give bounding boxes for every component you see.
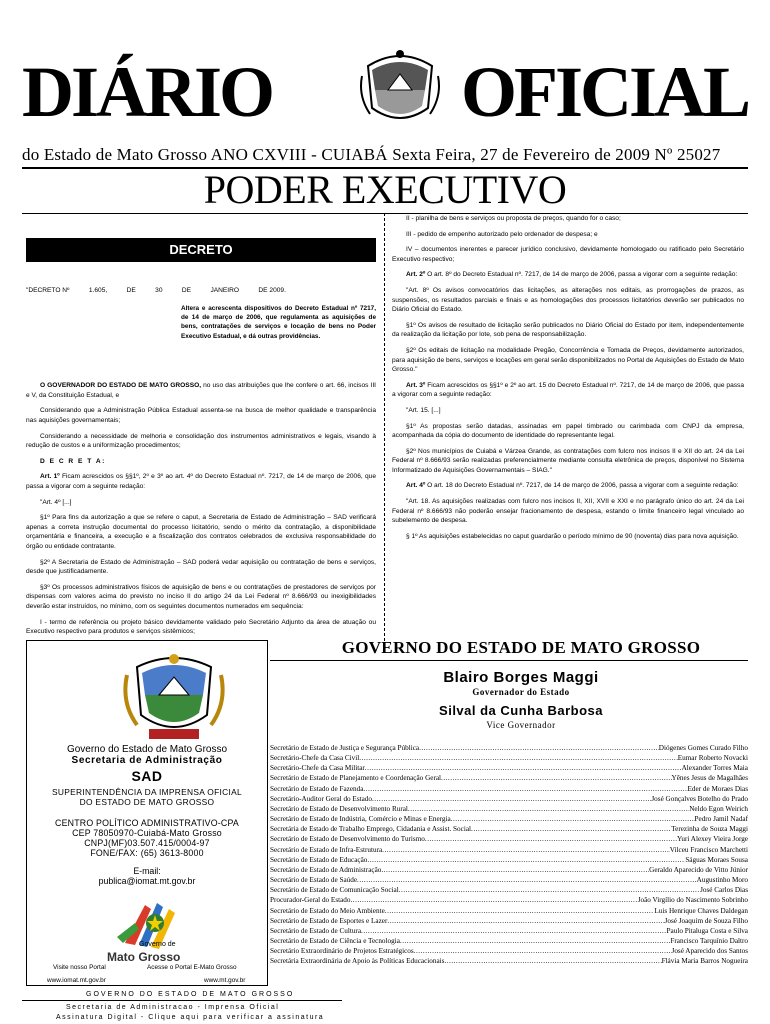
text: O art. 8º do Decreto Estadual nº. 7217, de 14 de março de 2006, passa a vigorar com a seguinte redação: [425, 271, 738, 279]
logo-text-big: Mato Grosso [107, 950, 181, 964]
publisher-line: Secretaria de Administração [71, 755, 223, 766]
secretary-role: Secretário de Estado de Esportes e Lazer [270, 916, 388, 925]
address-line: CENTRO POLÍTICO ADMINISTRATIVO-CPA [55, 818, 239, 828]
secretary-role: Secretário-Auditor Geral do Estado [270, 794, 372, 803]
footer-line: Secretaria de Administracao - Imprensa Oficial [66, 1004, 280, 1011]
secretary-role: Secretário de Estado de Comunicação Social [270, 886, 399, 895]
publisher-info-box [26, 640, 268, 986]
leader-dots [363, 784, 687, 794]
secretary-name: Eumar Roberto Novacki [677, 754, 748, 763]
decreto-number-line [26, 286, 376, 296]
paragraph: "Art. 8º Os avisos convocatórios das licitações, as alterações nos editais, as prorrogações de prazos, as suspensões, os resultados parciais e finais e as homologações dos processos licitatórios deverão ser publicados no Diário Oficial do Estado. [392, 286, 744, 314]
email-label: E-mail: [133, 866, 161, 876]
secretary-row [270, 895, 748, 905]
text: no uso das atribuições que lhe confere o art. 66, incisos III e V, da Constituição Estadual, e [26, 382, 376, 399]
paragraph: §2º Nos municípios de Cuiabá e Várzea Grande, as contratações com fulcro nos incisos II e XII do art. 24 da Lei Federal nº 8.666/93 serão realizadas preferencialmente mediante consulta eletrônica de preços, disponível no Sistema Informatizado de Aquisições Governamentais – SIAG." [392, 447, 744, 474]
masthead-subline: do Estado de Mato Grosso ANO CXVIII - CUIABÁ Sexta Feira, 27 de Fevereiro de 2009 Nº 25027 [22, 145, 721, 164]
paragraph [392, 270, 744, 280]
paragraph [26, 381, 376, 400]
secretary-role: Secretário de Estado do Meio Ambiente [270, 906, 385, 915]
decreto-line-part: DE [181, 287, 192, 294]
paragraph: Considerando a necessidade de melhoria e consolidação dos instrumentos administrativos e legais, visando à redução de custos e a uniformização procedimentos; [26, 432, 376, 450]
secretary-role: Secretário de Estado de Fazenda [270, 784, 364, 793]
paragraph: I - termo de referência ou projeto básico devidamente validado pelo Secretário Adjunto da área de atuação ou Executivo respectivo para produtos e serviços sistêmicos; [26, 618, 376, 636]
publisher-line: Governo do Estado de Mato Grosso [66, 744, 228, 755]
secretary-role: Secretário de Estado de Educação [270, 855, 368, 864]
leader-dots [372, 794, 651, 804]
leader-dots [359, 753, 678, 763]
paragraph: §1º As propostas serão datadas, assinadas em papel timbrado ou carimbada com CNPJ da empresa, acompanhada da cópia do documento de identidade do representante legal. [392, 422, 744, 440]
secretary-row [270, 824, 748, 834]
paragraph [392, 481, 744, 491]
secretary-row [270, 855, 748, 865]
secretary-role: Secretário de Estado de Infra-Estrutura [270, 845, 383, 854]
phone-line: FONE/FAX: (65) 3613-8000 [90, 848, 204, 858]
secretary-role: Secretário de Estado de Justiça e Segurança Pública [270, 744, 420, 752]
secretary-row [270, 814, 748, 824]
paragraph [392, 381, 744, 400]
leader-dots [351, 895, 638, 905]
secretary-row [270, 834, 748, 844]
paragraph: §2º A Secretaria de Estado de Administração – SAD poderá vedar aquisição ou contratação de bens e serviços, desde que justificadamente. [26, 558, 376, 576]
secretary-role: Secretária Extraordinária de Apoio às Políticas Educacionais [270, 957, 445, 966]
governor-role: Governador do Estado [472, 687, 570, 697]
secretary-name: Luis Henrique Chaves Daldegan [654, 906, 748, 915]
leader-dots [414, 946, 672, 956]
vice-governor-name: Silval da Cunha Barbosa [439, 703, 603, 718]
leader-dots [471, 824, 671, 834]
divider [270, 660, 748, 661]
secretary-role: Secretário de Estado de Desenvolvimento do Turismo [270, 835, 425, 844]
secretary-name: José Joaquim de Souza Filho [664, 916, 748, 925]
secretary-name: Flávia Maria Barros Nogueira [661, 957, 748, 966]
text: Ficam acrescidos os §§1º, 2º e 3º ao art. 4º do Decreto Estadual nº. 7217, de 14 de março de 2006, que passa a vigorar com a seguinte redação: [26, 473, 376, 490]
paragraph: § 1º As aquisições estabelecidas no caput guardarão o período mínimo de 90 (noventa) dias para nova aquisição. [406, 532, 739, 540]
secretary-row [270, 946, 748, 956]
secretary-row [270, 743, 748, 753]
secretary-row [270, 845, 748, 855]
leader-dots [357, 875, 697, 885]
secretary-role: Secretário de Estado de Desenvolvimento Rural [270, 804, 408, 813]
paragraph: "Art. 4º [...] [40, 498, 72, 506]
leader-dots [444, 956, 661, 966]
secretary-name: José Carlos Dias [700, 886, 748, 895]
paragraph: III - pedido de empenho autorizado pelo ordenador de despesa; e [406, 230, 598, 238]
publisher-line: DO ESTADO DE MATO GROSSO [79, 797, 215, 807]
secretary-row [270, 763, 748, 773]
secretary-name: Geraldo Aparecido de Vitto Júnior [649, 865, 748, 874]
secretary-row [270, 875, 748, 885]
secretary-role: Secretário de Estado de Ciência e Tecnologia [270, 936, 400, 945]
secretary-role: Secretário de Estado de Indústria, Comércio e Minas e Energia [270, 815, 451, 824]
secretary-name: Terezinha de Souza Maggi [671, 825, 748, 834]
column-divider [384, 213, 385, 641]
secretary-role: Secretário Extraordinário de Projetos Estratégicos [270, 947, 414, 956]
secretary-role: Secretário de Estado de Planejamento e Coordenação Geral [270, 774, 442, 783]
paragraph: IV – documentos inerentes e parecer jurídico conclusivo, devidamente homologado ou ratificado pelo Secretário Executivo respectivo; [392, 246, 744, 263]
paragraph: II - planilha de bens e serviços ou proposta de preços, quando for o caso; [406, 215, 621, 222]
leader-dots [425, 834, 677, 844]
leader-dots [361, 926, 667, 936]
secretary-role: Secretário-Chefe da Casa Militar [270, 764, 365, 773]
secretary-name: Vilceu Francisco Marchetti [669, 845, 748, 854]
paragraph: §2º Os editais de licitação na modalidade Pregão, Concorrência e Tomada de Preços, devidamente autorizados, para aquisição de bens, serviços e locações em geral serão disponibilizados no Portal de Aquisições do Estado de Mato Grosso." [392, 346, 744, 374]
secretary-name: Eder de Moraes Dias [687, 784, 748, 793]
article-label: Art. 3º [406, 381, 426, 389]
section-title: PODER EXECUTIVO [203, 167, 567, 212]
leader-dots [381, 865, 649, 875]
secretary-name: Yênes Jesus de Magalhães [671, 774, 748, 783]
decreto-line-part: 30 [155, 287, 163, 294]
address-line: CEP 78050970-Cuiabá-Mato Grosso [72, 828, 222, 838]
secretary-row [270, 916, 748, 926]
secretary-row [270, 753, 748, 763]
government-title: GOVERNO DO ESTADO DE MATO GROSSO [341, 638, 701, 657]
secretary-row [270, 956, 748, 966]
portal-link[interactable]: www.iomat.mt.gov.br [47, 977, 106, 984]
secretary-row [270, 784, 748, 794]
paragraph: §1º Para fins da autorização a que se refere o caput, a Secretaria de Estado de Administração – SAD verificará apenas a correta instrução documental do processo licitatório, sendo o mérito da contratação, a disponibilidade orçamentária e financeira, a execução e a fiscalização dos contratos celebrados de exclusiva responsabilidade do órgão ou entidade contratante. [26, 514, 376, 550]
leader-dots [365, 763, 682, 773]
secretary-name: Alexander Torres Maia [681, 764, 748, 773]
decreto-line-part: 1.605, [88, 287, 108, 294]
secretary-name: João Virgílio do Nascimento Sobrinho [637, 896, 748, 905]
article-label: Art. 1º [40, 473, 60, 481]
text: O art. 18 do Decreto Estadual nº. 7217, de 14 de março de 2006, passa a vigorar com a seguinte redação: [425, 482, 739, 490]
logo-text-small: Governo de [139, 941, 176, 948]
secretary-role: Secretário de Estado de Cultura [270, 926, 362, 935]
secretary-role: Secretária de Estado de Trabalho Emprego, Cidadania e Assist. Social [270, 825, 472, 834]
masthead-title-right: OFICIAL [460, 52, 748, 132]
digital-signature-link[interactable]: Assinatura Digital - Clique aqui para verificar a assinatura [56, 1014, 325, 1021]
secretary-row [270, 865, 748, 875]
divider [22, 1000, 342, 1001]
leader-dots [400, 936, 671, 946]
paragraph: "Art. 15. [...] [406, 406, 441, 414]
text: Ficam acrescidos os §§1º e 2º ao art. 15 do Decreto Estadual nº. 7217, de 14 de março de 2006, que passa a vigorar com a seguinte redação: [392, 381, 744, 399]
vice-governor-role: Vice Governador [486, 720, 556, 730]
decreto-line-part: DE 2009. [258, 287, 286, 294]
decreto-ementa: Altera e acrescenta dispositivos do Decreto Estadual nº 7217, de 14 de março de 2006, que regulamenta as aquisições de bens, contratações de serviços e locação de bens no Poder Executivo Estadual, e dá outras providências. [181, 304, 376, 340]
state-crest-icon [358, 46, 442, 130]
paragraph: Considerando que a Administração Pública Estadual assenta-se na busca de melhor qualidade e transparência nas aquisições governamentais; [26, 407, 376, 424]
masthead-title-left: DIÁRIO [22, 52, 273, 132]
secretary-role: Secretário de Estado de Administração [270, 865, 382, 874]
publisher-acronym: SAD [131, 768, 163, 784]
decreta-heading: D E C R E T A: [40, 457, 106, 465]
secretary-name: Neldo Egon Weirich [689, 804, 748, 813]
leader-dots [451, 814, 695, 824]
state-crest-icon [119, 651, 229, 743]
portal-link[interactable]: www.mt.gov.br [204, 977, 246, 984]
secretary-name: Ságuas Moraes Sousa [685, 855, 748, 864]
secretary-row [270, 906, 748, 916]
paragraph: §3º Os processos administrativos físicos de aquisição de bens e ou contratações de prestadores de serviços por dispensas com valores acima do previsto no inciso II do artigo 24 da Lei Federal nº 8.666/93 ou inexigibilidades deverão estar instruídos, no mínimo, com os seguintes documentos numerados em sequência: [26, 583, 376, 610]
footer-line: GOVERNO DO ESTADO DE MATO GROSSO [86, 991, 295, 998]
secretary-role: Secretário-Chefe da Casa Civil [270, 754, 360, 763]
paragraph: §1º Os avisos de resultado de licitação serão publicados no Diário Oficial do Estado por item, independentemente da realização da licitação por lote, sob pena de responsabilização. [392, 321, 744, 339]
portal-label: Acesse o Portal E-Mato Grosso [147, 964, 237, 971]
leader-dots [382, 845, 670, 855]
secretary-row [270, 794, 748, 804]
leader-dots [419, 743, 659, 753]
secretary-name: Augustinho Moro [696, 876, 748, 885]
leader-dots [408, 804, 689, 814]
left-column [26, 286, 376, 643]
leader-dots [385, 906, 655, 916]
secretaries-list [270, 743, 748, 966]
secretary-name: José Aparecido dos Santos [671, 947, 748, 956]
leader-dots [441, 773, 672, 783]
secretary-name: Yuri Alexey Vieira Jorge [677, 835, 748, 844]
secretary-role: Procurador-Geral do Estado [270, 896, 351, 905]
secretary-name: Paulo Pitaluga Costa e Silva [666, 926, 748, 935]
publisher-line: SUPERINTENDÊNCIA DA IMPRENSA OFICIAL [52, 787, 242, 797]
secretary-name: Pedro Jamil Nadaf [694, 815, 748, 824]
secretary-row [270, 804, 748, 814]
secretary-name: José Gonçalves Botelho do Prado [651, 794, 748, 803]
decreto-line-part: JANEIRO [210, 287, 240, 294]
decreto-line-part: DE [126, 287, 136, 294]
secretary-row [270, 885, 748, 895]
governor-name: Blairo Borges Maggi [443, 669, 599, 686]
leader-dots [399, 885, 700, 895]
secretary-name: Francisco Tarquínio Daltro [670, 936, 748, 945]
paragraph: "Art. 18. As aquisições realizadas com fulcro nos incisos II, XII, XVII e XXI e no parágrafo único do art. 24 da Lei Federal nº 8.666/93 não poderão ensejar fracionamento de despesa, estando o limite financeiro legal vinculado ao subelemento de despesa. [392, 498, 744, 525]
masthead [22, 52, 748, 142]
secretary-role: Secretário de Estado de Saúde [270, 876, 358, 885]
decreto-header: DECRETO [26, 238, 376, 262]
paragraph [26, 472, 376, 491]
bold-lead: O GOVERNADOR DO ESTADO DE MATO GROSSO, [40, 382, 202, 390]
right-column [392, 214, 744, 547]
secretary-row [270, 936, 748, 946]
secretary-row [270, 926, 748, 936]
article-label: Art. 2º [406, 271, 426, 279]
secretary-row [270, 773, 748, 783]
leader-dots [367, 855, 685, 865]
decreto-line-part: "DECRETO Nº [26, 287, 70, 294]
secretary-name: Diógenes Gomes Curado Filho [658, 744, 748, 752]
leader-dots [387, 916, 664, 926]
article-label: Art. 4º [406, 482, 426, 490]
email-address[interactable]: publica@iomat.mt.gov.br [98, 876, 196, 886]
portal-label: Visite nosso Portal [53, 964, 106, 971]
address-line: CNPJ(MF)03.507.415/0004-97 [84, 838, 210, 848]
